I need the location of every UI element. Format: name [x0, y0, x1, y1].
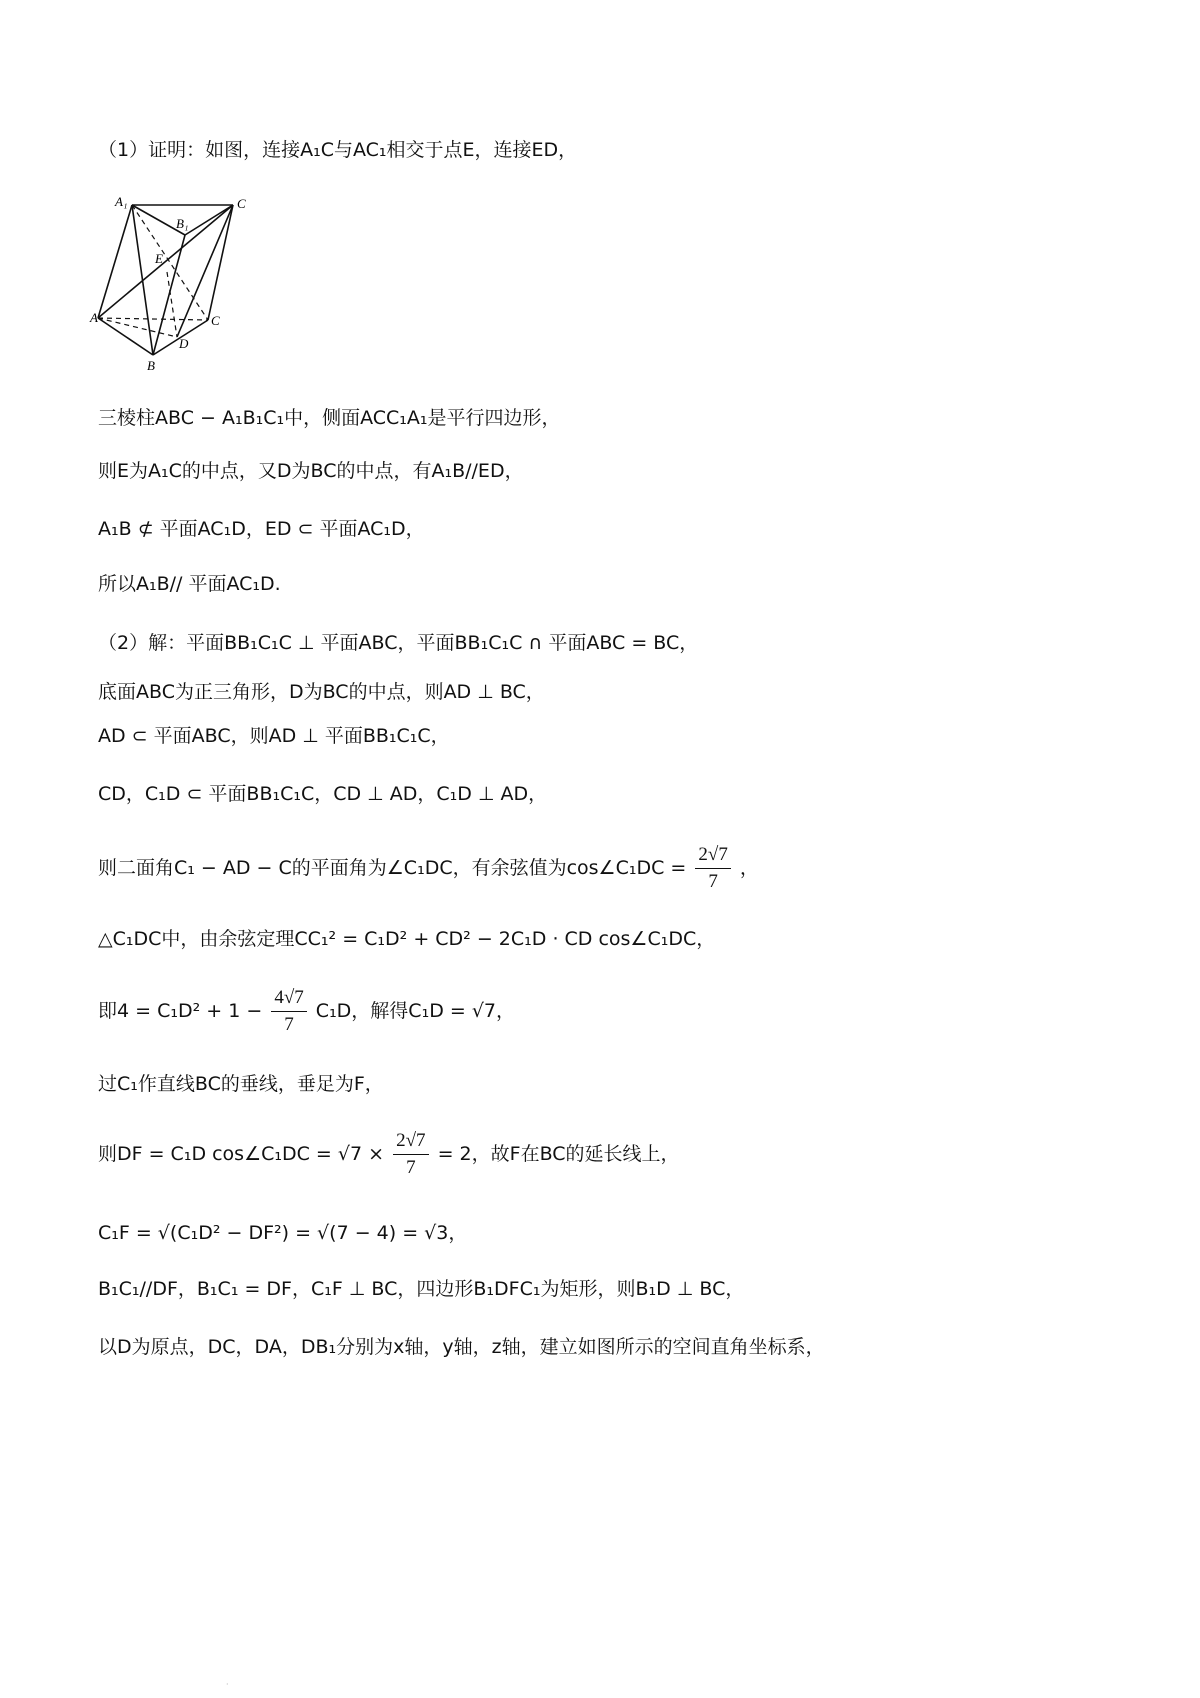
text-line: △C₁DC中，由余弦定理CC₁² = C₁D² + CD² − 2C₁D · CD cos∠C₁DC， [98, 928, 716, 950]
text-line: 以D为原点，DC，DA，DB₁分别为x轴，y轴，z轴，建立如图所示的空间直角坐标系， [98, 1336, 825, 1358]
edge-a1-b [132, 205, 153, 355]
text-line: C₁F = √(C₁D² − DF²) = √(7 − 4) = √3， [98, 1222, 468, 1244]
fraction-cos-value: $\frac{2√7}{7}$ [695, 842, 730, 895]
fraction-c1d-coef: $\frac{4√7}{7}$ [271, 985, 306, 1038]
text-line: AD ⊂ 平面ABC，则AD ⊥ 平面BB₁C₁C， [98, 725, 450, 747]
edge-a-b [98, 318, 153, 355]
prism-figure [90, 194, 265, 405]
label-a1: A₁ [115, 194, 128, 209]
text-line: 所以A₁B// 平面AC₁D. [98, 573, 281, 595]
edge-a1-a [98, 205, 132, 318]
label-d: D [179, 336, 189, 351]
edge-a1-c-dashed [132, 205, 208, 320]
text-line: 底面ABC为正三角形，D为BC的中点，则AD ⊥ BC， [98, 681, 545, 703]
edge-a-d-dashed [98, 318, 177, 337]
label-b1: B₁ [176, 216, 189, 231]
dihedral-cos-line: 则二面角C₁ − AD − C的平面角为∠C₁DC，有余弦值为cos∠C₁DC = $\frac{2√7}{7}$ ， [98, 842, 759, 895]
label-c-top: C [237, 196, 246, 211]
text-line: 三棱柱ABC − A₁B₁C₁中，侧面ACC₁A₁是平行四边形， [98, 407, 561, 429]
text-line: B₁C₁//DF，B₁C₁ = DF，C₁F ⊥ BC，四边形B₁DFC₁为矩形，则B₁D ⊥ BC， [98, 1278, 745, 1300]
proof-part2-intro: （2）解：平面BB₁C₁C ⊥ 平面ABC，平面BB₁C₁C ∩ 平面ABC = BC， [98, 632, 699, 654]
solve-c1d-line: 即4 = C₁D² + 1 − $\frac{4√7}{7}$ C₁D，解得C₁D = √7， [98, 985, 515, 1038]
label-e: E [155, 251, 163, 266]
page-dot: · [226, 1680, 229, 1689]
text-line: 过C₁作直线BC的垂线，垂足为F， [98, 1073, 384, 1095]
text-line: CD，C₁D ⊂ 平面BB₁C₁C，CD ⊥ AD，C₁D ⊥ AD， [98, 783, 548, 805]
edge-a-c-dashed [98, 318, 208, 320]
proof-part1-intro: （1）证明：如图，连接A₁C与AC₁相交于点E，连接ED， [98, 139, 578, 161]
text-line: A₁B ⊄ 平面AC₁D，ED ⊂ 平面AC₁D， [98, 518, 425, 540]
text-line: 则E为A₁C的中点，又D为BC的中点，有A₁B//ED， [98, 460, 524, 482]
label-c-bottom: C [211, 313, 220, 328]
df-calc-line: 则DF = C₁D cos∠C₁DC = √7 × $\frac{2√7}{7}$ = 2，故F在BC的延长线上， [98, 1128, 680, 1181]
label-b: B [147, 358, 155, 373]
label-a: A [90, 310, 98, 325]
fraction-df-factor: $\frac{2√7}{7}$ [393, 1128, 428, 1181]
